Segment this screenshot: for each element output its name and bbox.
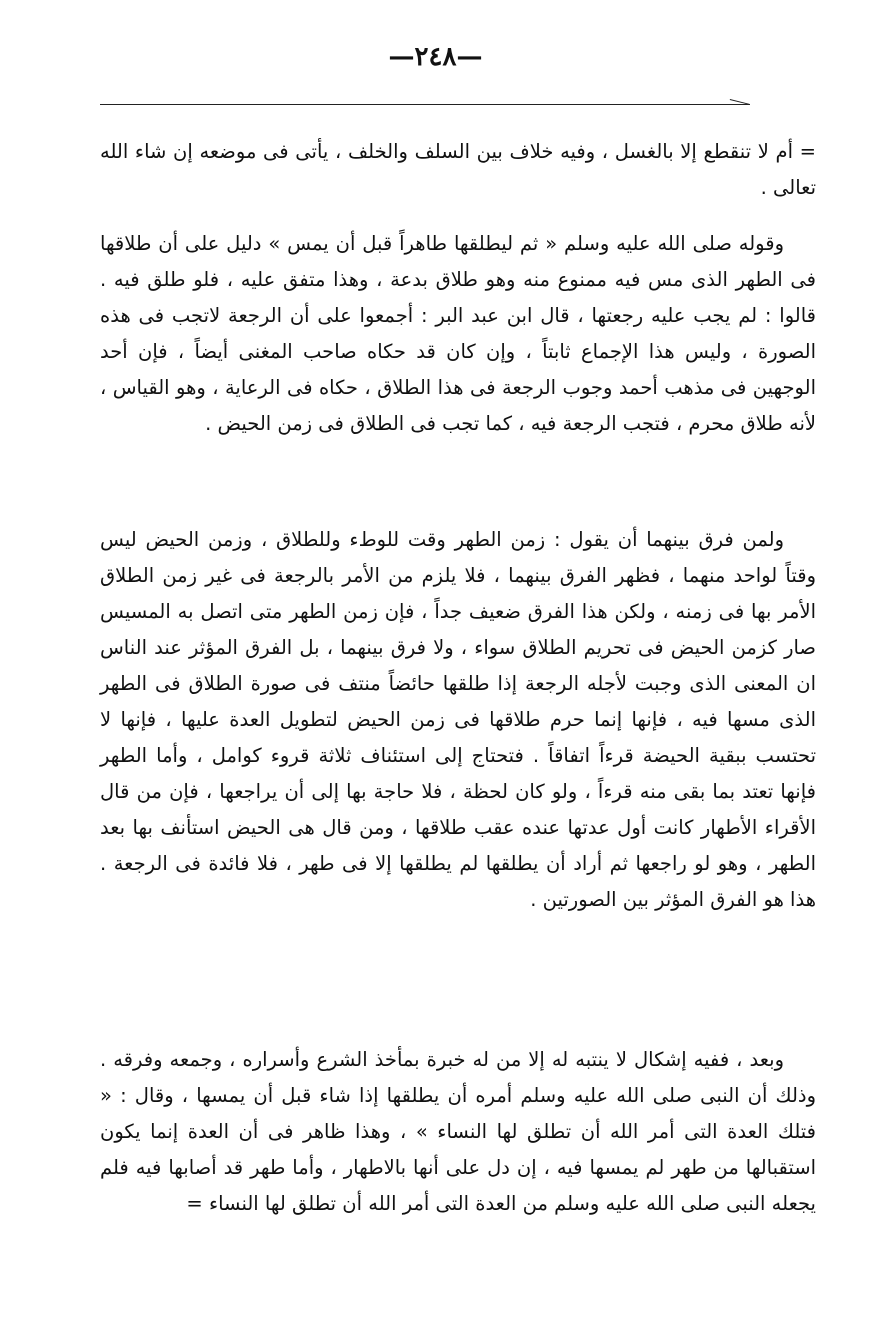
paragraph-text: ولمن فرق بينهما أن يقول : زمن الطهر وقت للوطء وللطلاق ، وزمن الحيض ليس وقتاً لواحد منهما ، فظهر الفرق بينهما ، فلا يلزم من الأمر بالرجعة فى غير زمن الطلاق الأمر بها فى زمنه ، ولكن هذا الفرق ضعيف جداً ، فإن زمن الطهر متى اتصل به المسيس صار كزمن الحيض فى تحريم الطلاق سواء ، ولا فرق بينهما ، بل الفرق المؤثر عند الناس ان المعنى الذى وجبت لأجله الرجعة إذا طلقها حائضاً منتف فى صورة الطلاق فى الطهر الذى مسها فيه ، فإنها إنما حرم طلاقها فى زمن الحيض لتطويل العدة عليها ، فإنها لا تحتسب ببقية الحيضة قرءاً اتفاقاً . فتحتاج إلى استئناف ثلاثة قروء كوامل ، وأما الطهر فإنها تعتد بما بقى منه قرءاً ، ولو كان لحظة ، فلا حاجة بها إلى أن يراجعها ، فإن من قال الأقراء الأطهار كانت أول عدتها عنده عقب طلاقها ، ومن قال هى الحيض استأنف بها بعد الطهر ، وهو لو راجعها ثم أراد أن يطلقها لم يطلقها إلا فى طهر ، فلا فائدة فى الرجعة . هذا هو الفرق المؤثر بين الصورتين . (100, 528, 816, 911)
page-number: —٢٤٨— (388, 42, 483, 72)
header-rule-ornament (728, 99, 750, 113)
paragraph-text: وقوله صلى الله عليه وسلم « ثم ليطلقها طاهراً قبل أن يمس » دليل على أن طلاقها فى الطهر الذى مس فيه ممنوع منه وهو طلاق بدعة ، وهذا متفق عليه ، فلو طلق فيه . قالوا : لم يجب عليه رجعتها ، قال ابن عبد البر : أجمعوا على أن الرجعة لاتجب فى هذه الصورة ، وليس هذا الإجماع ثابتاً ، وإن كان قد حكاه صاحب المغنى أيضاً ، فإن أحد الوجهين فى مذهب أحمد وجوب الرجعة فى هذا الطلاق ، حكاه فى الرعاية ، وهو القياس ، لأنه طلاق محرم ، فتجب الرجعة فيه ، كما تجب فى الطلاق فى زمن الحيض . (100, 232, 816, 435)
paragraph-continuation (100, 134, 816, 206)
header-rule (100, 104, 750, 105)
paragraph-3 (100, 522, 816, 918)
paragraph-4 (100, 1042, 816, 1222)
paragraph-text: وبعد ، ففيه إشكال لا ينتبه له إلا من له خبرة بمأخذ الشرع وأسراره ، وجمعه وفرقه . وذلك أن النبى صلى الله عليه وسلم أمره أن يطلقها إذا شاء قبل أن يمسها ، وقال : « فتلك العدة التى أمر الله أن تطلق لها النساء » ، وهذا ظاهر فى أن العدة إنما يكون استقبالها من طهر لم يمسها فيه ، إن دل على أنها بالاطهار ، وأما طهر قد أصابها فيه فلم يجعله النبى صلى الله عليه وسلم من العدة التى أمر الله أن تطلق لها النساء = (100, 1048, 816, 1215)
paragraph-2 (100, 226, 816, 442)
paragraph-text: = أم لا تنقطع إلا بالغسل ، وفيه خلاف بين السلف والخلف ، يأتى فى موضعه إن شاء الله تعالى . (100, 140, 816, 199)
